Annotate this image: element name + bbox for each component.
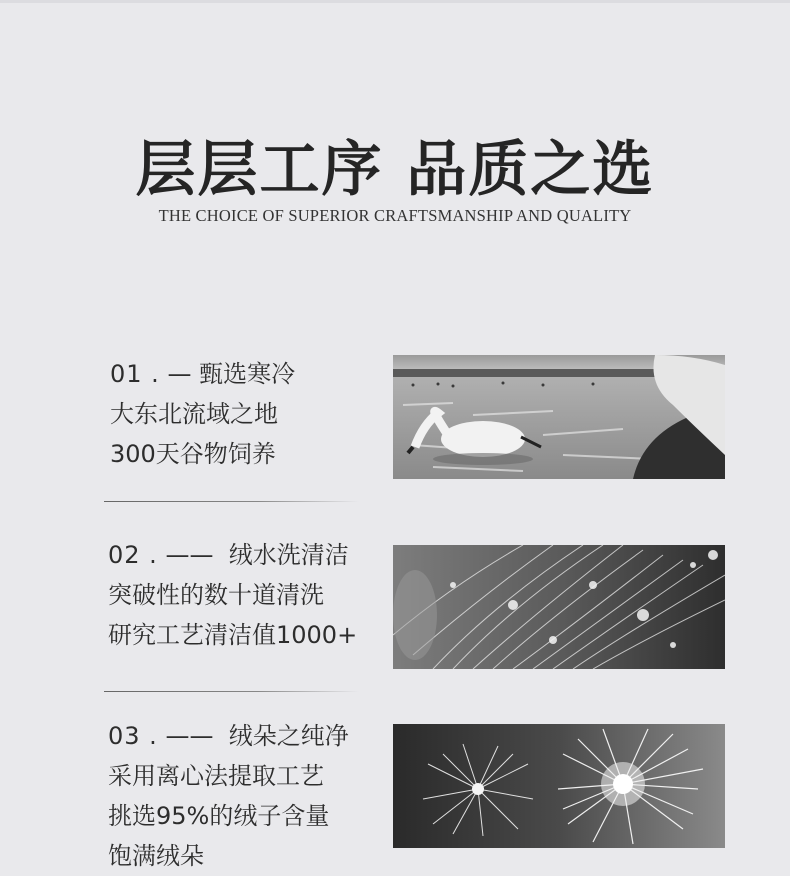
section-3-dash: —— xyxy=(165,722,214,750)
section-1-text xyxy=(110,354,295,474)
top-border xyxy=(0,0,790,3)
swan-photo xyxy=(393,355,725,479)
section-3-line-3: 挑选95%的绒子含量 xyxy=(108,802,330,830)
section-2-dash: —— xyxy=(165,541,214,569)
section-divider-2 xyxy=(104,691,359,692)
section-1-line-3: 300天谷物饲养 xyxy=(110,440,276,468)
section-3-heading xyxy=(108,716,349,756)
section-3-number: 03 . xyxy=(108,722,158,750)
section-3-line-2: 采用离心法提取工艺 xyxy=(108,762,324,790)
section-3-line-1: 绒朵之纯净 xyxy=(228,722,349,750)
page-subtitle: THE CHOICE OF SUPERIOR CRAFTSMANSHIP AND QUALITY xyxy=(158,206,632,225)
section-2-line-2: 突破性的数十道清洗 xyxy=(108,581,324,609)
down-fiber-photo xyxy=(393,545,725,669)
section-1-number: 01 . xyxy=(110,360,160,388)
section-1-heading xyxy=(110,354,295,394)
page-title: 层层工序 品质之选 xyxy=(135,135,655,205)
section-2-text xyxy=(108,535,357,655)
section-3-text xyxy=(108,716,349,876)
section-2-line-1: 绒水洗清洁 xyxy=(228,541,349,569)
section-1-line-1: 甄选寒冷 xyxy=(199,360,296,388)
section-2-number: 02 . xyxy=(108,541,158,569)
down-cluster-photo xyxy=(393,724,725,848)
section-2-line-3: 研究工艺清洁值1000+ xyxy=(108,621,358,649)
section-2-heading xyxy=(108,535,357,575)
section-1-line-2: 大东北流域之地 xyxy=(110,400,278,428)
section-1-dash: — xyxy=(167,360,192,388)
section-divider-1 xyxy=(104,501,359,502)
section-3-line-4: 饱满绒朵 xyxy=(108,842,204,870)
